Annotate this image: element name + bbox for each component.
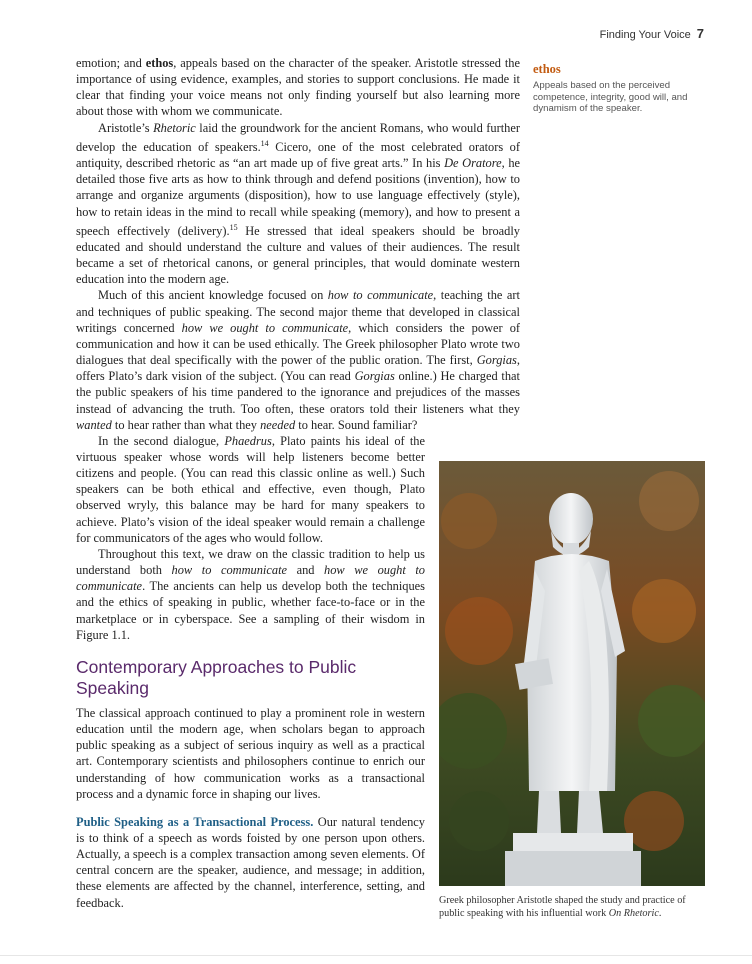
text-run: Cicero, one of the most celebrated orators of antiquity, described rhetoric as “an art made up of five great arts.” In his (76, 139, 520, 171)
paragraph-6 (76, 705, 425, 802)
italic-title: Rhetoric (153, 120, 196, 135)
text-run: . The ancients can help us develop both the techniques and the ethics of speaking in public, whether face-to-face or in the marketplace or in cyberspace. See a sampling of their wisdom in Figure 1.1. (76, 579, 425, 642)
italic-title: Gorgias (354, 369, 395, 384)
italic-title: De Oratore (444, 156, 502, 171)
italic-title: Gorgias (476, 353, 517, 368)
italic-phrase: how we ought to communicate (76, 563, 425, 594)
glossary-term: ethos (533, 62, 561, 76)
text-run: He stressed that ideal speakers should be broadly educated and should understand the culture and values of their audiences. The result became a set of rhetorical canons, or general principles, that would dominate western education into the modern age. (76, 223, 520, 287)
text-run: laid the groundwork for the ancient Romans, who would further develop the education of speakers. (76, 120, 520, 154)
paragraph-2 (76, 120, 520, 288)
text-run: to hear. Sound familiar? (295, 417, 418, 432)
text-run: emotion; and (76, 56, 146, 70)
text-run: , appeals based on the character of the speaker. Aristotle stressed the importance of using evidence, examples, and stories to support conclusions. He made it clear that finding your voice means not only finding yourself but also learning more about those with whom we communicate. (76, 56, 520, 119)
glossary-definition: Appeals based on the perceived competence, integrity, good will, and dynamism of the speaker. (533, 80, 688, 115)
text-run: Aristotle’s (98, 120, 154, 135)
text-run: , he detailed those five arts as how to think through and defend positions (invention), how to arrange and organize arguments (disposition), how to use language effectively (style), how to retain ideas in the mind to recall while speaking (memory), and how to present a speech effectively (delivery). (76, 156, 521, 238)
italic-phrase: needed (260, 417, 296, 432)
running-head (600, 26, 704, 41)
text-run: online.) He charged that the public speakers of his time pandered to the ignorance and prejudices of the masses instead of advancing the truth. Too often, these orators told their listeners what they (76, 369, 520, 416)
paragraph-3 (76, 287, 520, 432)
text-run: Our natural tendency is to think of a speech as words foisted by one person upon others. Actually, a speech is a complex transaction among seven elements. Of central concern are the speaker, audience, and message; in addition, these elements are affected by the channel, interference, setting, and feedback. (76, 814, 426, 910)
narrow-text-block (76, 433, 425, 911)
text-run: , offers Plato’s dark vision of the subject. (You can read (76, 353, 520, 384)
text-run: and (287, 563, 325, 578)
text-run: Greek philosopher Aristotle shaped the study and practice of public speaking with his influential work (439, 895, 686, 919)
text-run: , teaching the art and techniques of public speaking. The second major theme that developed in classical writings concerned (76, 288, 520, 335)
italic-phrase: how to communicate (327, 288, 434, 303)
text-run: , Plato paints his ideal of the virtuous speaker whose words will help listeners become better citizens and people. (You can read this classic online as well.) Such speakers can be both ethical and effective, even though, Plato observed wryly, this balance may be hard for many speakers to achieve. Plato’s vision of the ideal speaker would remain a challenge for communicators of the ages who would follow. (76, 433, 425, 545)
text-run: The classical approach continued to play a prominent role in western education until the modern age, when scholars began to approach public speaking as a subject of serious inquiry as well as a practical art. Contemporary scientists and philosophers continue to enrich our understanding of how communication works as a transactional process and a dynamic force in shaping our lives. (76, 705, 425, 801)
figure-caption (439, 895, 709, 921)
aristotle-statue-photo (439, 461, 705, 886)
section-heading: Contemporary Approaches to Public Speaking (76, 656, 357, 698)
text-run: , which considers the power of communication and how it can be used ethically. The Greek philosopher Plato wrote two dialogues that deal specifically with the power of the public oration. The first, (76, 320, 521, 368)
paragraph-7 (76, 814, 425, 911)
footnote-ref: 14 (260, 138, 269, 148)
paragraph-1 (76, 55, 520, 120)
bold-term: ethos (145, 56, 174, 70)
italic-phrase: how we ought to communicate (181, 320, 349, 335)
subheading: Public Speaking as a Transactional Process. (76, 814, 314, 829)
paragraph-4 (76, 433, 425, 546)
italic-phrase: wanted (76, 417, 112, 432)
statue-illustration (439, 461, 705, 886)
text-run: . (658, 907, 662, 919)
italic-title: Phaedrus (224, 433, 272, 448)
page-number: 7 (696, 26, 704, 41)
text-run: Much of this ancient knowledge focused on (98, 288, 328, 303)
margin-glossary-note (533, 62, 705, 115)
page-bottom-rule (0, 955, 752, 956)
text-run: to hear rather than what they (111, 417, 261, 432)
italic-title: On Rhetoric (608, 907, 659, 919)
italic-phrase: how to communicate (171, 563, 288, 578)
text-run: In the second dialogue, (98, 433, 225, 448)
text-run: Throughout this text, we draw on the classic tradition to help us understand both (76, 546, 425, 578)
paragraph-5 (76, 546, 425, 643)
running-title: Finding Your Voice (599, 29, 691, 41)
footnote-ref: 15 (229, 222, 238, 232)
